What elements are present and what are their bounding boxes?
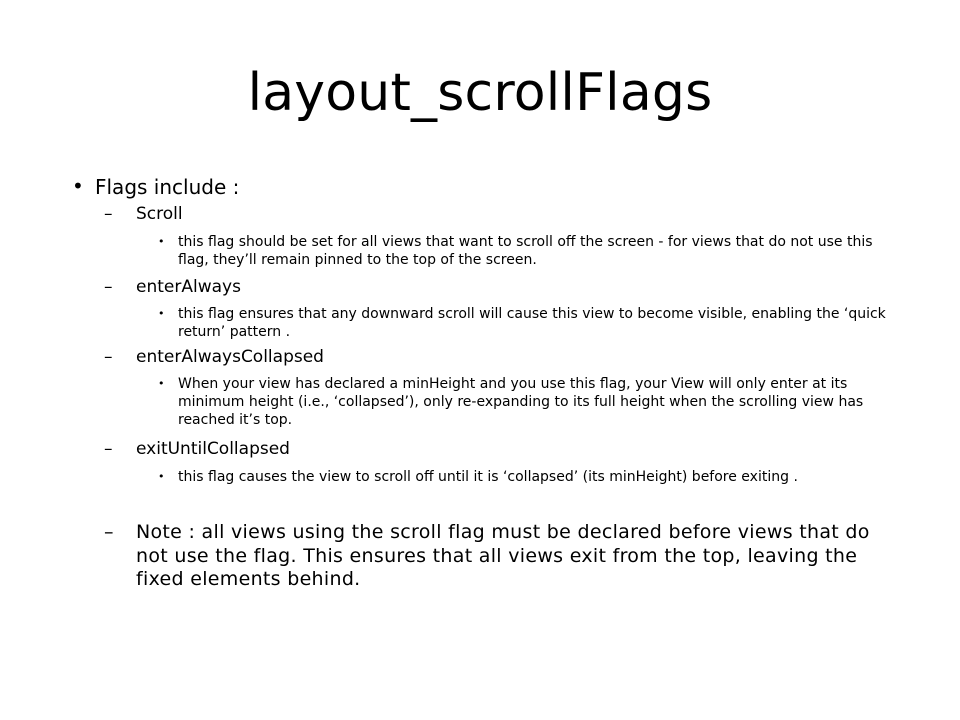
bullet-marker: •	[72, 174, 84, 198]
flag-name-exituntilcollapsed: exitUntilCollapsed	[136, 439, 290, 459]
sub-bullet-marker: •	[158, 470, 165, 483]
flag-description-exituntilcollapsed: this flag causes the view to scroll off until it is ‘collapsed’ (its minHeight) before exiting .	[178, 469, 798, 485]
flag-name-enteralways: enterAlways	[136, 277, 241, 297]
flag-description-enteralwayscollapsed: When your view has declared a minHeight and you use this flag, your View will only enter at its minimum height (i.e., ‘collapsed’), only re-expanding to its full height when the scrolling view has reached it’s top.	[178, 376, 864, 428]
flag-description-scroll: this flag should be set for all views that want to scroll off the screen - for views that do not use this flag, they’ll remain pinned to the top of the screen.	[178, 234, 873, 268]
sub-bullet-marker: •	[158, 307, 165, 320]
flag-name-enteralwayscollapsed: enterAlwaysCollapsed	[136, 347, 324, 367]
flag-name-scroll: Scroll	[136, 204, 183, 224]
dash-marker: –	[104, 347, 113, 367]
dash-marker: –	[104, 521, 114, 543]
flags-intro: Flags include :	[95, 175, 240, 199]
sub-bullet-marker: •	[158, 235, 165, 248]
slide-title: layout_scrollFlags	[247, 63, 713, 123]
dash-marker: –	[104, 204, 113, 224]
dash-marker: –	[104, 277, 113, 297]
scroll-flag-note: Note : all views using the scroll flag must be declared before views that do not use the flag. This ensures that all views exit from the top, leaving the fixed elements behind.	[136, 521, 870, 590]
flag-description-enteralways: this flag ensures that any downward scroll will cause this view to become visible, enabling the ‘quick return’ pattern .	[178, 306, 886, 340]
dash-marker: –	[104, 439, 113, 459]
sub-bullet-marker: •	[158, 377, 165, 390]
